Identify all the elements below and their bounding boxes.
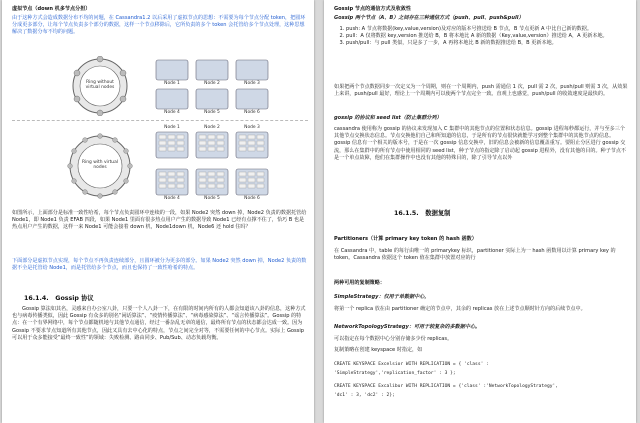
fig1-node-label: Node 5 [204,110,220,115]
right-page [324,0,636,423]
section-number: 16.1.4. [24,295,49,302]
fig2-node-label: Node 2 [204,125,220,130]
fig2-node-label: Node 1 [164,125,180,130]
ring-diagram-2 [36,124,296,204]
section-name: 数据复制 [425,210,451,217]
paragraph-seed-list: cassandra 使用称为 gossip 的协议来发现加入 C 集群中的其他节点的位置和状态信息。gossip 进程每秒都运行，并与至多三个其他节点交换状态信息。节点交换他们自己和所知道的信息，于是所有的节点很快就能学习到整个集群中的其他节点的信息。gossip 信息有一个相关的版本号，于是在一次 gossip 信息交换中，旧的信息会被新的信息覆盖重写。要阻止分区进行 gossip 交流，那么在集群中的所有节点中使用相同的 seed list，种子节点的指定除了启动起 gossip 进程外，没有其他的目的。种子节点不是一个单点故障，他们在集群操作中也没有其他的特殊目的，除了引导节点以外 [334,126,627,161]
list-item: 1. push: A 节点将数据(key,value,version)及对应的版本号推送给 B 节点，B 节点更新 A 中比自己新的数据。 [346,26,636,33]
paragraph-partitioners: 在 Cassandra 中，table 的每行由唯一的 primarykey 标识，partitioner 实际上为一 hash 函数用以计算 primary key 的 token。Cassandra 依据这个 token 值在集群中放置对应的行 [334,248,616,262]
code-line: CREATE KEYSPACE Excelsior WITH REPLICATION = { 'class' : [334,362,489,367]
fig2-node-label: Node 5 [204,196,220,201]
paragraph-convergence: 如果把两个节点数据同步一次定义为一个周期，则在一个周期内，push 需通信 1 次，pull 需 2 次，push/pull 则需 3 次，从效果上来讲，push/pull 最好，理论上一个周期内可以使两个节点完全一致。直观上也感觉，push/pull 的收敛速度是最快的。 [334,84,628,98]
list-item: 3. push/pull：与 pull 类似，只是多了一步，A 再将本地比 B 新的数据推送给 B，B 更新本地。 [346,40,636,47]
strategy-simple: SimpleStrategy：仅用于单数据中心， [334,294,430,300]
intro-paragraph: 由于这种方式会造成数据分布不均的问题，在 Cassandra1.2 以后采用了虚拟节点的思想：不需要为每个节点分配 token，把圆环分成更多部分，让每个节点负责多个部分的数据，这样一个节点移除后，它所负责的多个 token 会托管给多个节点处理，这种思想解决了数据分布不均的问题。 [12,15,306,36]
strategy-network-topology-description: 可以指定在每个数据中心分别存储多少份 replicas。 [334,336,453,342]
fig1-node-label: Node 4 [164,110,180,115]
strategy-keyspace-note: 复制策略在创建 keyspace 时指定，如 [334,347,423,353]
fig1-node-label: Node 1 [164,81,180,86]
section-heading-replication [394,208,450,217]
subheading-partitioners: Partitioners（计算 primary key token 的 hash 函数） [334,236,477,242]
section-number: 16.1.5. [394,210,419,217]
fig1-node-label: Node 2 [204,81,220,86]
paragraph-consistent-hash: 如图所示，上面部分是标准一致性哈希，每个节点负责圆环中连续的一段，如果 Node2 突然 down 掉，Node2 负责的数据托管给 Node1，即 Node1 负责 EFAB 四段，如果 Node1 里面有很多热点用户产生的数据导致 Node1 已经有点撑不住了，恰巧 B 也是热点用户产生的数据，这样一来 Node1 可能会接着 down 机，Node1down 机，Node6 还 hold 住吗？ [12,210,307,231]
paragraph-virtual-node-impl: 下面部分是虚拟节点实现，每个节点不再负责连续部分，且圆环被分为更多的部分。如果 Node2 突然 down 掉，Node2 负责的数据不全是托管给 Node1，而是托管给多个节点，而且也保持了一致性哈希的特点。 [12,258,307,272]
figure-ring-without-virtual-nodes [36,56,296,116]
figure-divider [12,120,308,121]
fig2-node-label: Node 6 [244,196,260,201]
strategy-network-topology: NetworkTopologyStrategy：可用于较复杂的多数据中心。 [334,324,481,330]
fig1-node-label: Node 6 [244,110,260,115]
code-line: CREATE KEYSPACE Excalibur WITH REPLICATION = {'class' :'NetworkTopologyStrategy', [334,384,559,389]
ring-label-1: Ring without virtual nodes [85,80,115,90]
section-name: Gossip 协议 [55,295,94,302]
strategy-simple-description: 将第一个 replica 放在由 partitioner 确定的节点中，其余的 replicas 放在上述节点顺时针方向的后续节点中。 [334,306,586,312]
figure-ring-with-virtual-nodes [36,124,296,204]
fig1-node-label: Node 3 [244,81,260,86]
heading-gossip-communication: Gossip 节点的通信方式及收敛性 [334,6,411,12]
fig2-node-label: Node 4 [164,196,180,201]
subheading-communication-modes: Gossip 两个节点（A、B）之间存在三种通信方式（push、pull、push&pull） [334,15,524,21]
section-heading-gossip [24,293,94,302]
communication-mode-list [334,26,636,48]
subheading-seed-list: gossip 的协议和 seed list（防止集群分列） [334,115,442,121]
list-item: 2. pull：A 仅将数据 key,version 推送给 B，B 将本地比 A 新的数据（Key,value,version）推送给 A，A 更新本地。 [346,33,636,40]
code-line: 'dc1' : 3, 'dc2' : 2}; [334,393,395,398]
left-page [2,0,314,423]
code-line: 'SimpleStrategy','replication_factor' : 3 }; [334,371,456,376]
fig2-node-label: Node 3 [244,125,260,130]
section-title-virtual-nodes: 虚拟节点（down 机多节点分担） [12,6,91,12]
ring-label-2: Ring with virtual nodes [82,160,118,170]
ring-diagram-1 [36,56,296,116]
paragraph-gossip: Gossip 算法如其名，灵感来自办公室八卦，只要一个人八卦一下，在有限的时间内所有的人都会知道该八卦的信息，这种方式也与病毒传播类似，因此 Gossip 有众多的别名“闲话算法”、“疫情传播算法”、“病毒感染算法”、“谣言传播算法”。Gossip 的特点：在一个有界网络中，每个节点都随机地与其他节点通信，经过一番杂乱无章的通信，最终所有节点的状态都会达成一致。因为 Gossip 不要求节点知道所有其他节点，因此又具有去中心化的特点，节点之间完全对等，不需要任何的中心节点。实际上 Gossip 可以用于众多能接受“最终一致性”的领域：失败检测、路由同步、Pub/Sub、动态负载均衡。 [12,306,306,341]
subheading-replication-strategies: 两种可用的复制策略： [334,280,385,286]
